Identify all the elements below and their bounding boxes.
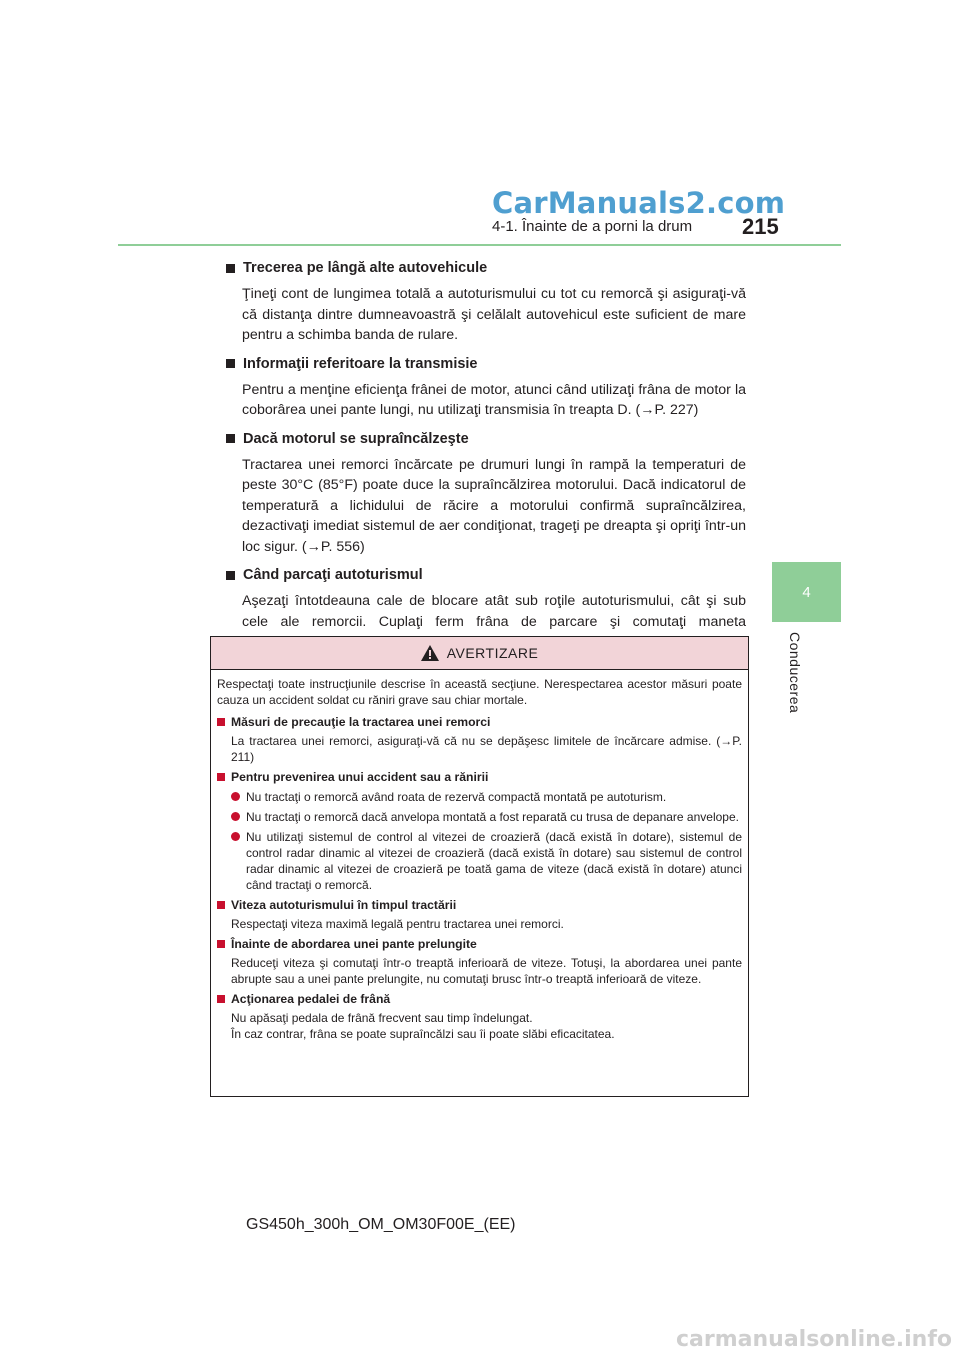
warning-bullet-text: Nu tractaţi o remorcă având roata de rezervă compactă montată pe autoturism.: [246, 790, 667, 804]
red-square-icon: [217, 773, 225, 781]
warning-body: [211, 670, 748, 1042]
warning-bullet: [231, 789, 742, 805]
warning-subheading: [217, 769, 742, 785]
warning-bullet-text: Nu utilizaţi sistemul de control al vitezei de croazieră (dacă există în dotare), sistemul de control radar dinamic al vitezei de croazieră (dacă există în dotare) sau sistemul de control radar dinamic al vitezei de croazieră pe toată gama de viteze (dacă există în dotare) atunci când tractaţi o remorcă.: [246, 830, 742, 892]
red-square-icon: [217, 940, 225, 948]
square-bullet-icon: [226, 359, 235, 368]
warning-subheading-text: Pentru prevenirea unui accident sau a rănirii: [231, 770, 489, 784]
red-square-icon: [217, 995, 225, 1003]
warning-text: La tractarea unei remorci, asiguraţi-vă că nu se depăşesc limitele de încărcare admise. (→P. 211): [231, 734, 742, 764]
section-heading-text: Când parcaţi autoturismul: [243, 567, 423, 583]
main-content: [226, 254, 746, 663]
warning-bullet: [231, 829, 742, 893]
document-footer: GS450h_300h_OM_OM30F00E_(EE): [246, 1216, 516, 1233]
section-body: Tractarea unei remorci încărcate pe drumuri lungi în rampă la temperaturi de peste 30°C (85°F) poate duce la supraîncălzirea motorului. Dacă indicatorul de temperatură a lichidului de răcire a motorului confirmă supraîncălzirea, dezactivaţi imediat sistemul de aer condiţionat, trageţi pe dreapta şi opriţi într-un loc sigur. (→P. 556): [242, 456, 746, 555]
page-number: 215: [742, 214, 779, 239]
warning-subheading-text: Înainte de abordarea unei pante prelungite: [231, 937, 477, 951]
square-bullet-icon: [226, 434, 235, 443]
warning-title: AVERTIZARE: [446, 645, 539, 661]
red-dot-icon: [231, 812, 240, 821]
section-body: Ţineţi cont de lungimea totală a autoturismului cu tot cu remorcă şi asiguraţi-vă că distanţa dintre dumneavoastră şi celălalt autovehicul este suficient de mare pentru a schimba banda de rulare.: [242, 286, 746, 343]
warning-subheading-text: Acţionarea pedalei de frână: [231, 992, 391, 1006]
section-heading-text: Trecerea pe lângă alte autovehicule: [243, 260, 488, 276]
watermark-top: CarManuals2.com: [492, 186, 786, 220]
warning-triangle-icon: [421, 645, 439, 661]
header-divider: [118, 244, 841, 246]
section-heading: [226, 431, 746, 447]
red-dot-icon: [231, 792, 240, 801]
watermark-bottom: carmanualsonline.info: [676, 1327, 952, 1352]
warning-bullet-text: Nu tractaţi o remorcă dacă anvelopa montată a fost reparată cu trusa de depanare anvelope.: [246, 810, 739, 824]
square-bullet-icon: [226, 571, 235, 580]
warning-text-line: În caz contrar, frâna se poate supraîncălzi sau îi poate slăbi eficacitatea.: [231, 1027, 615, 1041]
section-heading: [226, 567, 746, 583]
section-heading: [226, 356, 746, 372]
warning-subheading: [217, 897, 742, 913]
warning-subheading-text: Măsuri de precauţie la tractarea unei remorci: [231, 715, 491, 729]
red-square-icon: [217, 718, 225, 726]
warning-text: Respectaţi viteza maximă legală pentru tractarea unei remorci.: [231, 917, 564, 931]
warning-subheading: [217, 991, 742, 1007]
warning-text: [231, 1010, 742, 1042]
section-heading-text: Informaţii referitoare la transmisie: [243, 355, 478, 372]
warning-header: [211, 637, 748, 670]
chapter-label: Conducerea: [787, 632, 803, 714]
square-bullet-icon: [226, 264, 235, 273]
warning-bullet: [231, 809, 742, 825]
section-heading-text: Dacă motorul se supraîncălzeşte: [243, 430, 469, 447]
warning-subheading: [217, 714, 742, 730]
section-header: 4-1. Înainte de a porni la drum: [492, 218, 693, 235]
warning-subheading: [217, 936, 742, 952]
section-body: Aşezaţi întotdeauna cale de blocare atât sub roţile autoturismului, cât şi sub cele ale remorcii. Cuplaţi ferm frâna de parcare şi comutaţi maneta: [242, 593, 746, 630]
chapter-number: 4: [802, 583, 811, 601]
warning-subheading-text: Viteza autoturismului în timpul tractării: [231, 898, 457, 912]
warning-text: Reduceţi viteza şi comutaţi într-o treaptă inferioară de viteze. Totuşi, la abordarea unei pante abrupte sau a unei pante prelungite, nu comutaţi brusc într-o treaptă inferioară de viteze.: [231, 956, 742, 986]
warning-intro: Respectaţi toate instrucţiunile descrise în această secţiune. Nerespectarea acestor măsuri poate cauza un accident soldat cu răniri grave sau chiar mortale.: [217, 677, 742, 707]
red-square-icon: [217, 901, 225, 909]
chapter-tab[interactable]: [772, 562, 841, 622]
red-dot-icon: [231, 832, 240, 841]
section-body: Pentru a menţine eficienţa frânei de motor, atunci când utilizaţi frâna de motor la coborârea unei pante lungi, nu utilizaţi transmisia în treapta D. (→P. 227): [242, 381, 746, 418]
warning-text-line: Nu apăsaţi pedala de frână frecvent sau timp îndelungat.: [231, 1011, 533, 1025]
warning-box: [210, 636, 749, 1097]
section-heading: [226, 260, 746, 276]
